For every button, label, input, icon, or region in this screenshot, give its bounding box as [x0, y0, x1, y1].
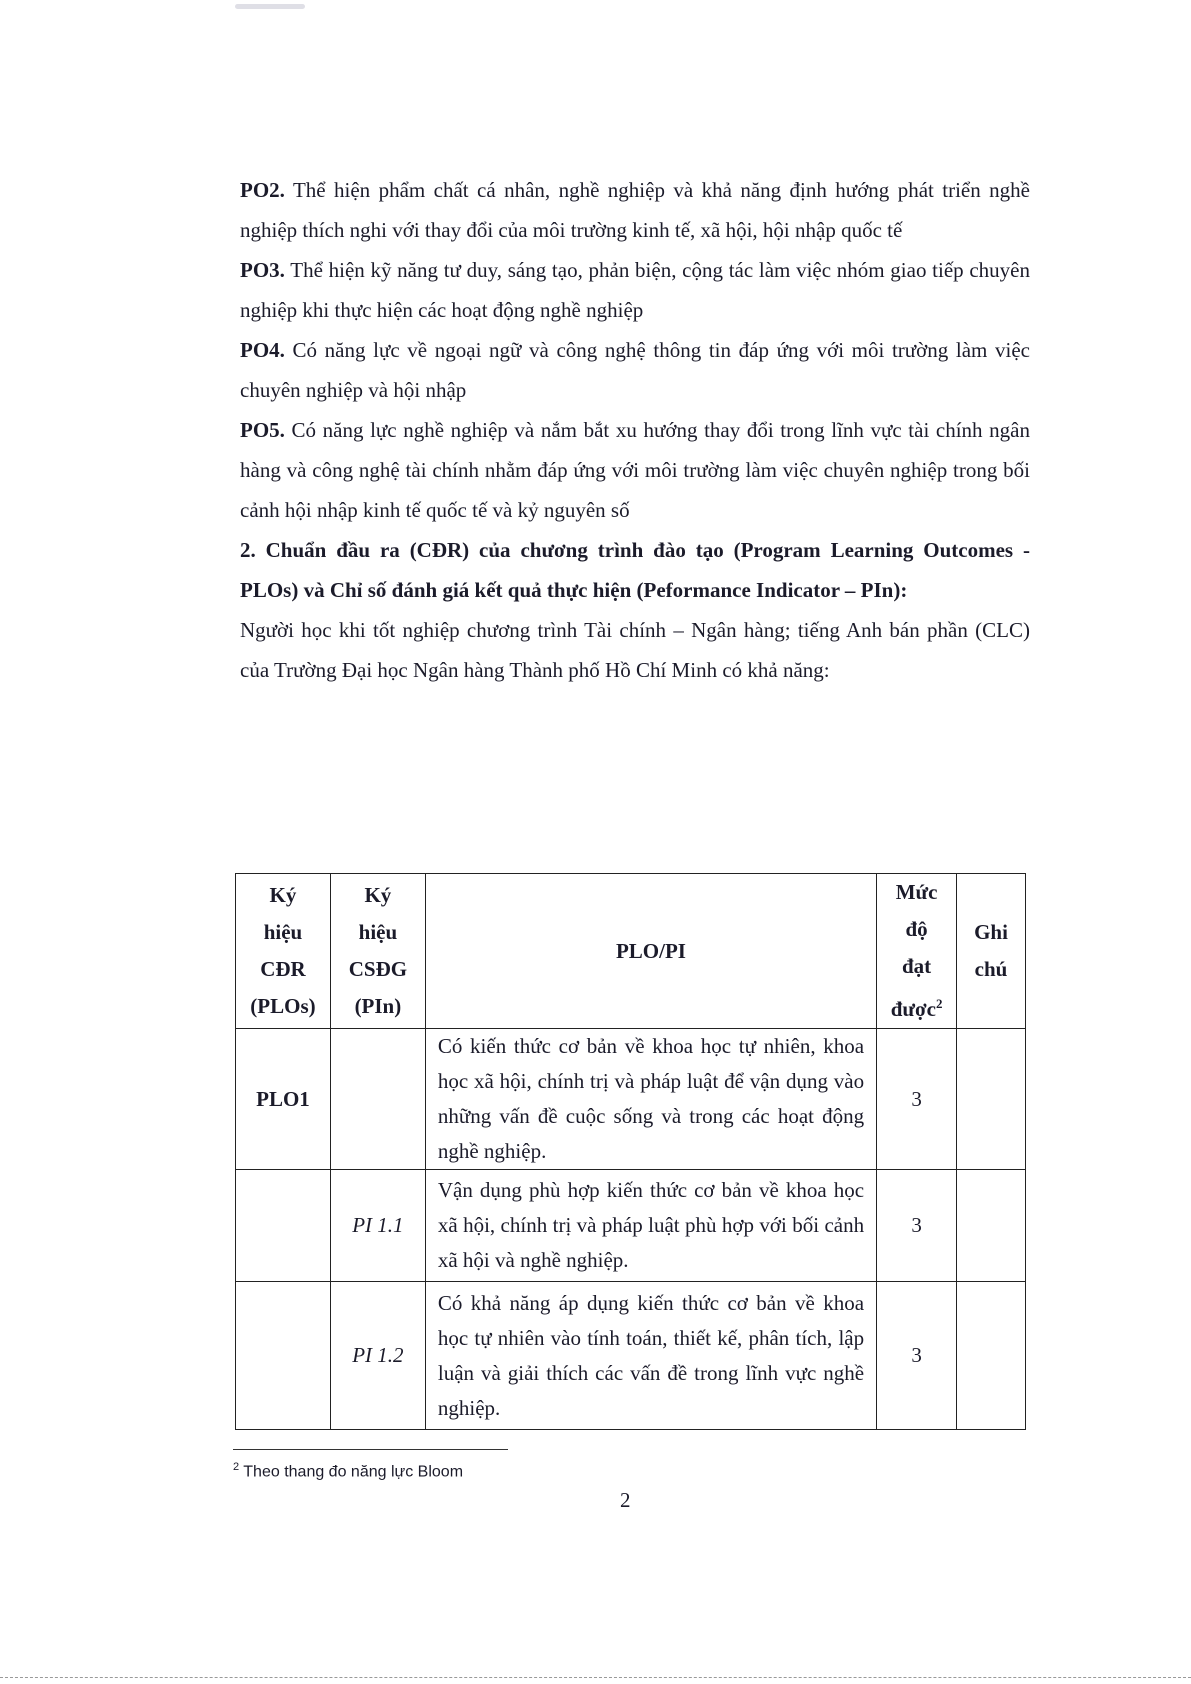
section-heading: 2. Chuẩn đầu ra (CĐR) của chương trình đào tạo (Program Learning Outcomes - PLOs) và Chỉ số đánh giá kết quả thực hiện (Peformance Indicator – PIn):	[240, 538, 1030, 602]
header-line: hiệu	[358, 920, 398, 944]
table-row	[236, 1029, 1026, 1170]
plo-code-cell	[236, 1170, 331, 1282]
footnote-text: Theo thang đo năng lực Bloom	[239, 1463, 464, 1481]
description-cell: Có khả năng áp dụng kiến thức cơ bản về khoa học tự nhiên vào tính toán, thiết kế, phân tích, lập luận và giải thích các vấn đề trong lĩnh vực nghề nghiệp.	[425, 1282, 876, 1430]
po2-label: PO2.	[240, 178, 285, 202]
table-row	[236, 1170, 1026, 1282]
po3-paragraph	[240, 250, 1030, 330]
header-level	[877, 874, 957, 1029]
note-cell	[957, 1282, 1026, 1430]
po2-text: Thể hiện phẩm chất cá nhân, nghề nghiệp và khả năng định hướng phát triển nghề nghiệp thích nghi với thay đổi của môi trường kinh tế, xã hội, hội nhập quốc tế	[240, 178, 1030, 242]
header-pi-code	[330, 874, 425, 1029]
po4-label: PO4.	[240, 338, 285, 362]
po3-text: Thể hiện kỹ năng tư duy, sáng tạo, phản biện, cộng tác làm việc nhóm giao tiếp chuyên nghiệp khi thực hiện các hoạt động nghề nghiệp	[240, 258, 1030, 322]
page-number: 2	[620, 1488, 631, 1512]
header-line	[877, 985, 956, 1028]
note-cell	[957, 1170, 1026, 1282]
table-row	[236, 1282, 1026, 1430]
description-cell: Có kiến thức cơ bản về khoa học tự nhiên, khoa học xã hội, chính trị và pháp luật để vận dụng vào những vấn đề cuộc sống và trong các hoạt động nghề nghiệp.	[425, 1029, 876, 1170]
header-line: Ký	[269, 883, 297, 907]
level-cell: 3	[877, 1029, 957, 1170]
footnote-mark: 2	[233, 1461, 240, 1473]
table-header-row	[236, 874, 1026, 1029]
intro-paragraph: Người học khi tốt nghiệp chương trình Tài chính – Ngân hàng; tiếng Anh bán phần (CLC) của Trường Đại học Ngân hàng Thành phố Hồ Chí Minh có khả năng:	[240, 618, 1030, 682]
footnote-ref: 2	[935, 996, 943, 1011]
header-note	[957, 874, 1026, 1029]
plo-code-cell	[236, 1282, 331, 1430]
po5-text: Có năng lực nghề nghiệp và nắm bắt xu hướng thay đổi trong lĩnh vực tài chính ngân hàng và công nghệ tài chính nhằm đáp ứng với môi trường làm việc chuyên nghiệp trong bối cảnh hội nhập kinh tế quốc tế và kỷ nguyên số	[240, 418, 1030, 522]
po4-paragraph	[240, 330, 1030, 410]
header-line: đạt	[901, 954, 932, 978]
po5-label: PO5.	[240, 418, 285, 442]
po2-paragraph	[240, 170, 1030, 250]
header-line: Ghi	[974, 920, 1008, 944]
scan-edge	[0, 1677, 1191, 1678]
header-line: Ký	[364, 883, 392, 907]
level-cell: 3	[877, 1170, 957, 1282]
scan-artifact	[235, 4, 305, 9]
header-line: Mức	[895, 880, 938, 904]
plo-table	[235, 873, 1026, 1430]
level-cell: 3	[877, 1282, 957, 1430]
plo-code-cell: PLO1	[236, 1029, 331, 1170]
po3-label: PO3.	[240, 258, 285, 282]
note-cell	[957, 1029, 1026, 1170]
header-line-text: được	[890, 997, 936, 1021]
header-line: chú	[974, 957, 1008, 981]
header-line: CĐR	[260, 957, 306, 981]
footnote	[233, 1461, 463, 1481]
pi-code-cell: PI 1.2	[330, 1282, 425, 1430]
header-line: độ	[905, 917, 928, 941]
header-plo-pi: PLO/PI	[425, 874, 876, 1029]
po5-paragraph	[240, 410, 1030, 530]
header-plo-code	[236, 874, 331, 1029]
header-line: CSĐG	[348, 957, 408, 981]
po4-text: Có năng lực về ngoại ngữ và công nghệ thông tin đáp ứng với môi trường làm việc chuyên nghiệp và hội nhập	[240, 338, 1030, 402]
footnote-divider	[233, 1449, 508, 1450]
document-body	[240, 170, 1030, 690]
description-cell: Vận dụng phù hợp kiến thức cơ bản về khoa học xã hội, chính trị và pháp luật phù hợp với bối cảnh xã hội và nghề nghiệp.	[425, 1170, 876, 1282]
header-line: (PLOs)	[250, 994, 316, 1018]
pi-code-cell	[330, 1029, 425, 1170]
header-line: hiệu	[263, 920, 303, 944]
pi-code-cell: PI 1.1	[330, 1170, 425, 1282]
header-line: (PIn)	[354, 994, 402, 1018]
